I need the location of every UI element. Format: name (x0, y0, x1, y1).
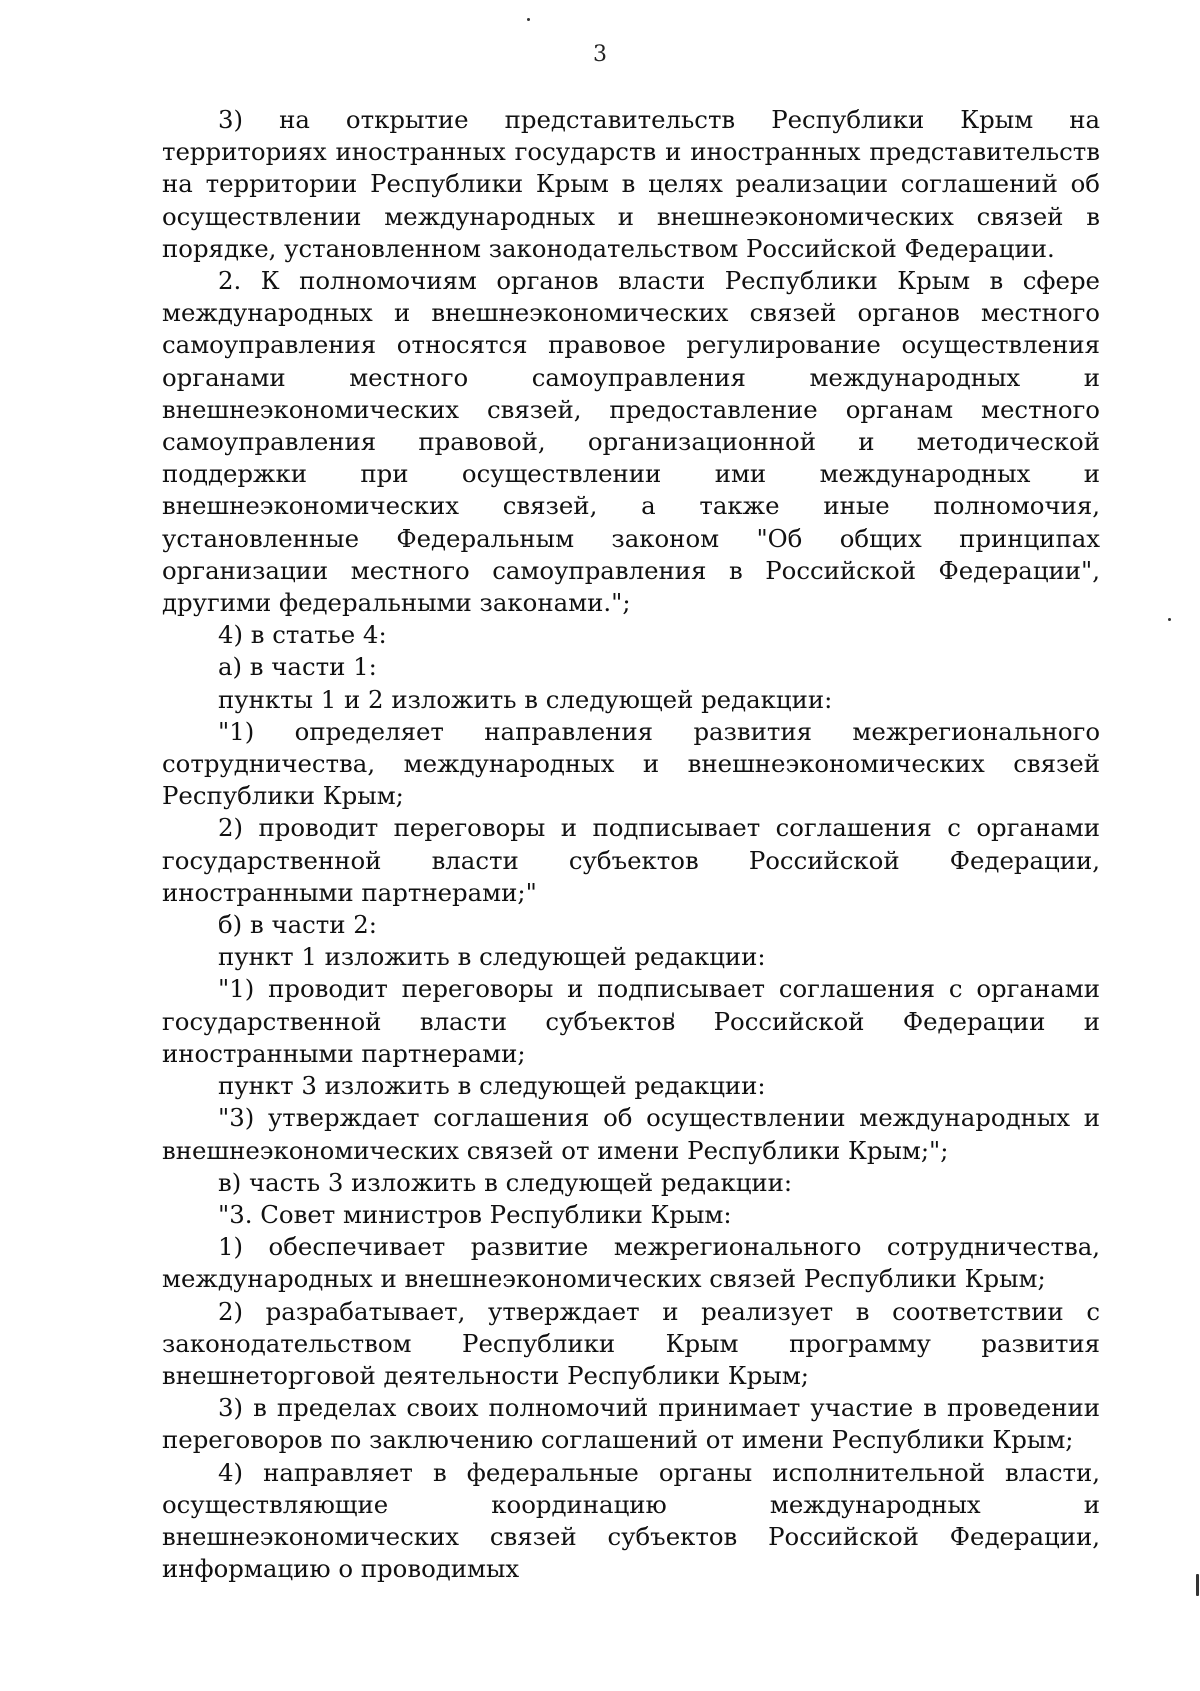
paragraph: 2) разрабатывает, утверждает и реализует в соответствии с законодательством Республики Крым программу развития внешнеторговой деятельности Республики Крым; (162, 1296, 1100, 1390)
paragraph: пункты 1 и 2 изложить в следующей редакции: (218, 684, 833, 714)
paragraph: 4) в статье 4: (218, 620, 387, 650)
paragraph: "1) определяет направления развития межрегионального сотрудничества, международных и внешнеэкономических связей Республики Крым; (162, 716, 1100, 811)
paragraph: 1) обеспечивает развитие межрегионального сотрудничества, международных и внешнеэкономических связей Республики Крым; (162, 1232, 1100, 1294)
paragraph: 4) направляет в федеральные органы исполнительной власти, осуществляющие координацию международных и внешнеэкономических связей субъектов Российской Федерации, информацию о проводимых (162, 1457, 1100, 1584)
scan-speck (527, 18, 530, 21)
document-body (162, 104, 1100, 1585)
paragraph: "3) утверждает соглашения об осуществлении международных и внешнеэкономических связей от имени Республики Крым;"; (162, 1103, 1100, 1165)
paragraph: "3. Совет министров Республики Крым: (218, 1199, 732, 1229)
paragraph: в) часть 3 изложить в следующей редакции: (218, 1167, 793, 1197)
page-number: 3 (593, 42, 607, 67)
paragraph: а) в части 1: (218, 652, 377, 682)
paragraph: пункт 1 изложить в следующей редакции: (218, 942, 766, 972)
paragraph: 2) проводит переговоры и подписывает соглашения с органами государственной власти субъектов Российской Федерации, иностранными партнерами;" (162, 813, 1100, 907)
scan-speck (1196, 1574, 1199, 1596)
paragraph: 3) в пределах своих полномочий принимает участие в проведении переговоров по заключению соглашений от имени Республики Крым; (162, 1393, 1100, 1455)
scan-speck (1168, 618, 1171, 621)
paragraph: 3) на открытие представительств Республики Крым на территориях иностранных государств и иностранных представительств на территории Республики Крым в целях реализации соглашений об осуществлении международных и внешнеэкономических связей в порядке, установленном законодательством Российской Федерации. (162, 105, 1100, 263)
paragraph: "1) проводит переговоры и подписывает соглашения с органами государственной власти субъектов Российской Федерации и иностранными партнерами; (162, 974, 1100, 1068)
paragraph: 2. К полномочиям органов власти Республики Крым в сфере международных и внешнеэкономических связей органов местного самоуправления относятся правовое регулирование осуществления органами местного самоуправления международных и внешнеэкономических связей, предоставление органам местного самоуправления правовой, организационной и методической поддержки при осуществлении ими международных и внешнеэкономических связей, а также иные полномочия, установленные Федеральным законом "Об общих принципах организации местного самоуправления в Российской Федерации", другими федеральными законами."; (162, 266, 1100, 618)
paragraph: пункт 3 изложить в следующей редакции: (218, 1071, 766, 1101)
paragraph: б) в части 2: (218, 910, 378, 940)
